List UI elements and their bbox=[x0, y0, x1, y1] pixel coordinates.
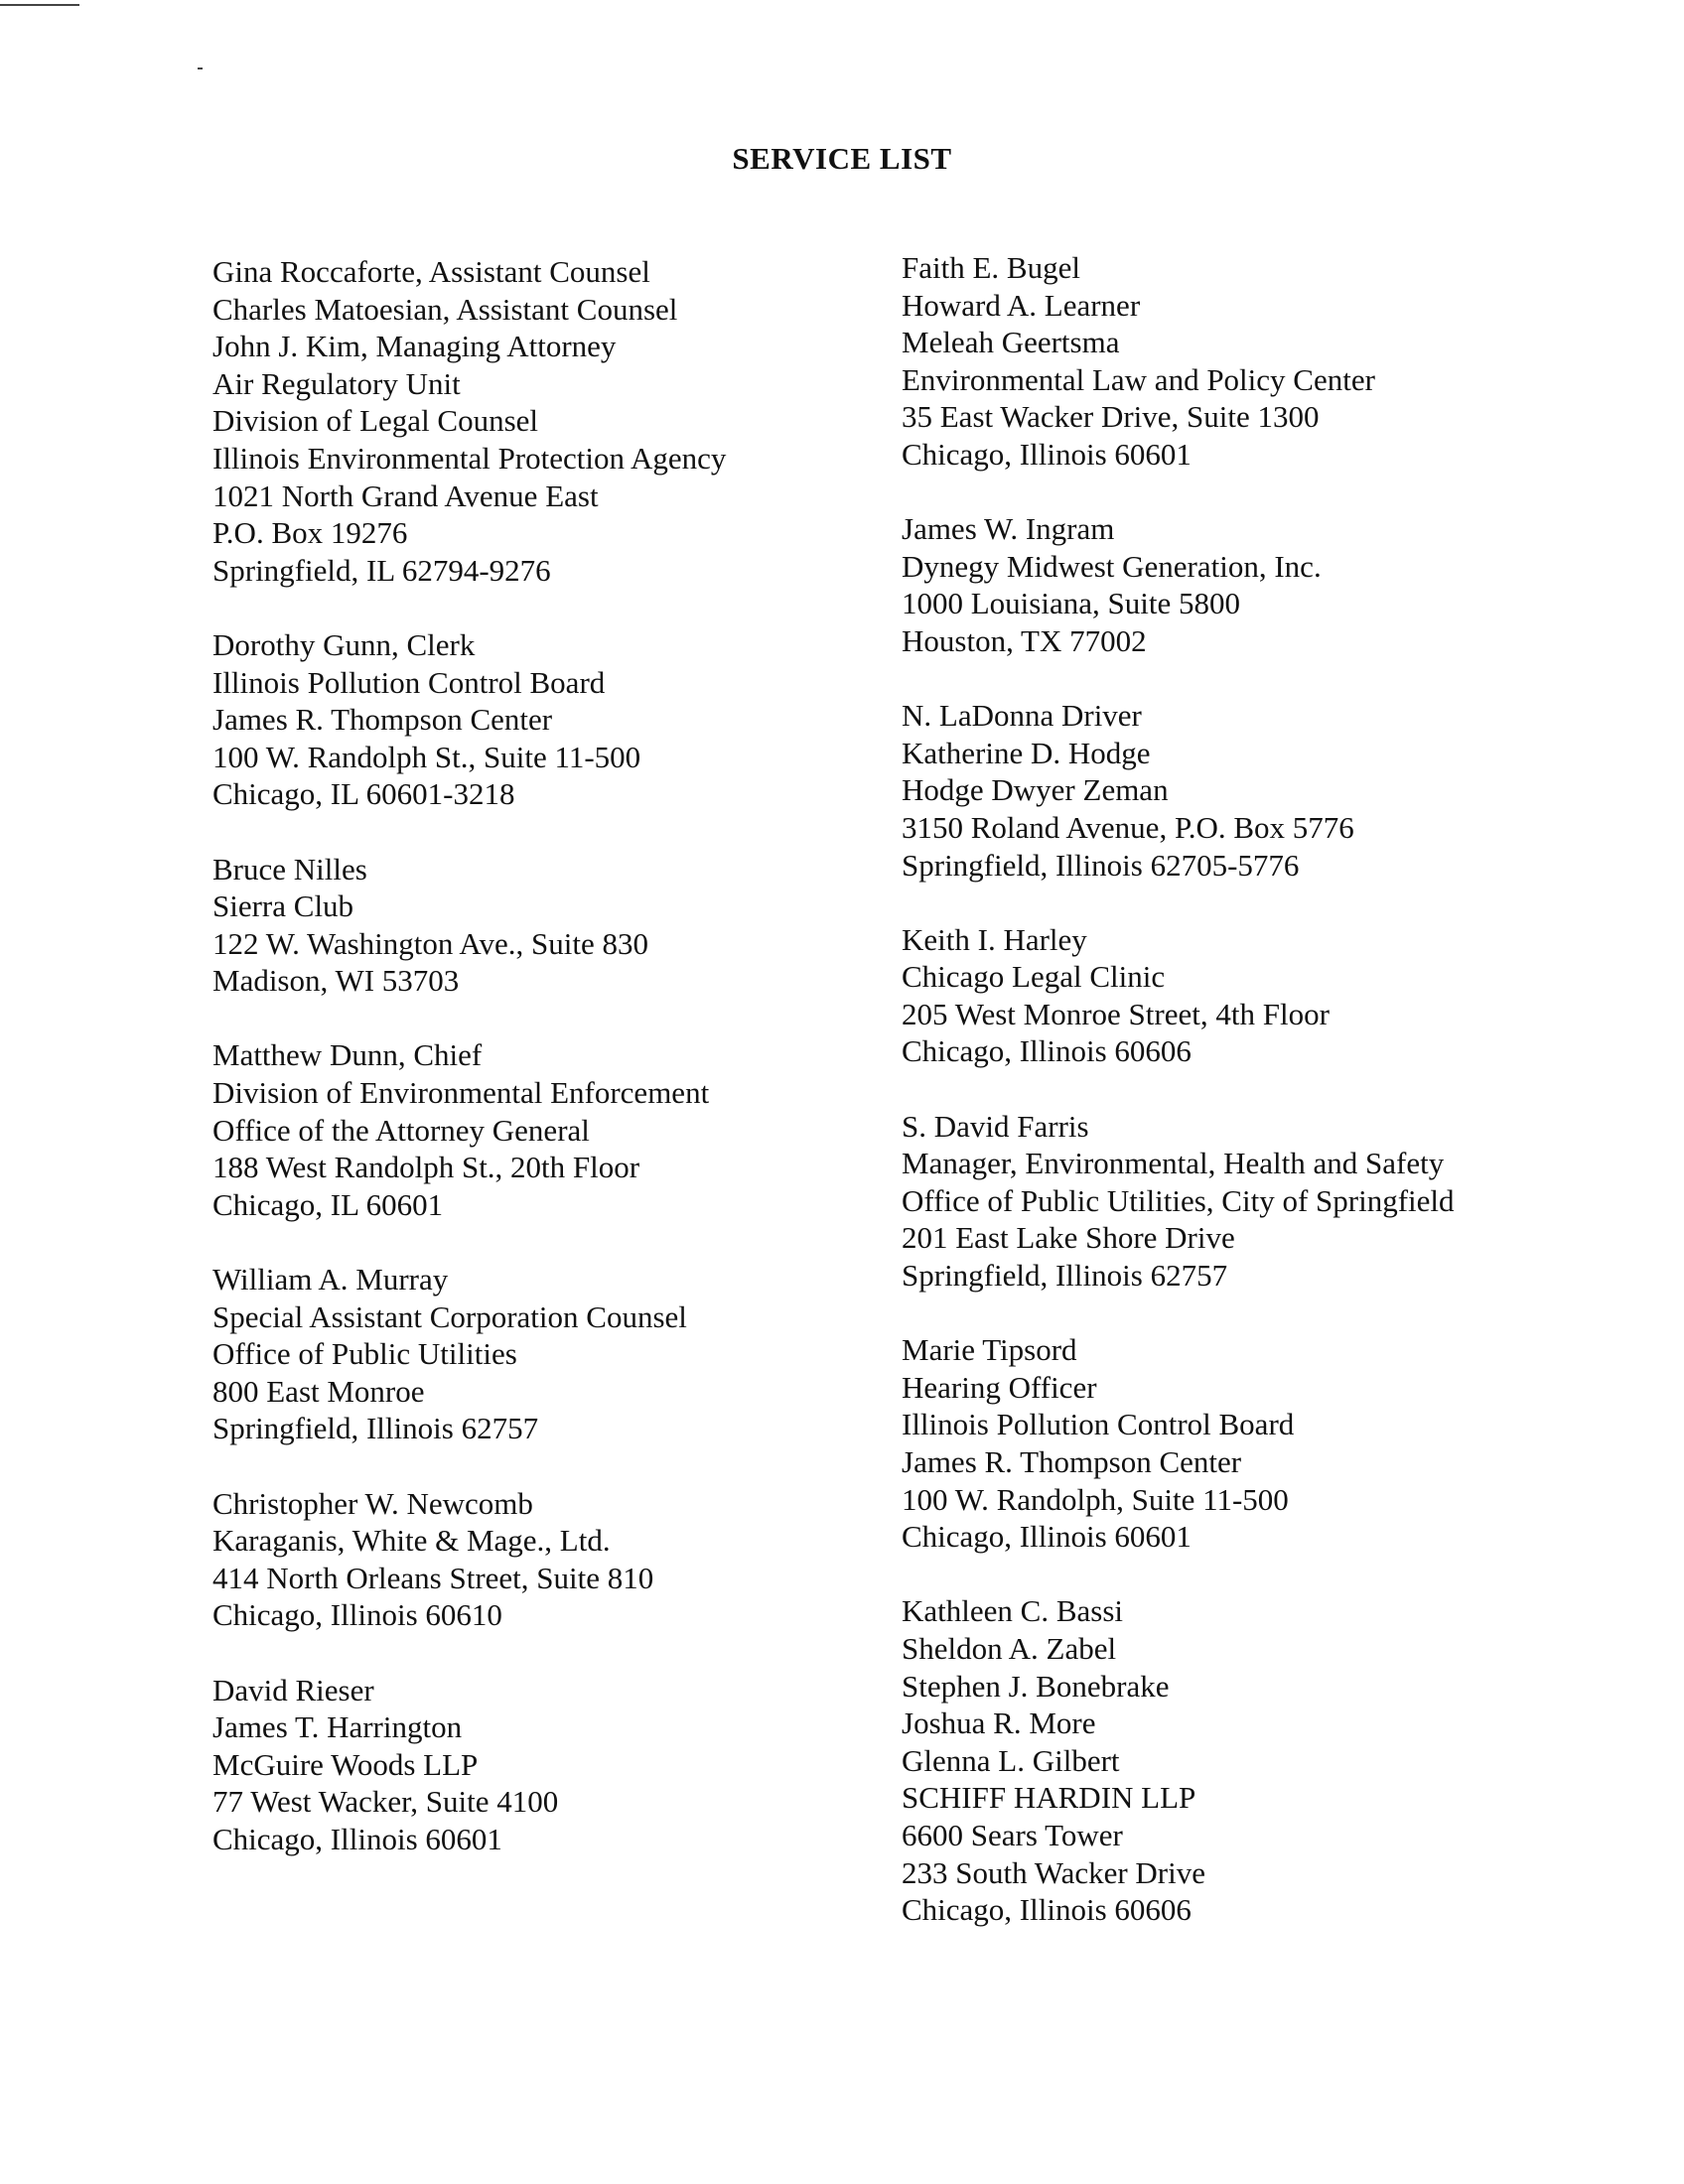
address-entry bbox=[212, 1672, 848, 1858]
address-line: 233 South Wacker Drive bbox=[902, 1854, 1206, 1890]
address-line: Christopher W. Newcomb bbox=[212, 1485, 533, 1521]
address-line: Chicago, IL 60601 bbox=[212, 1186, 444, 1222]
address-line: 100 W. Randolph St., Suite 11-500 bbox=[212, 739, 641, 774]
address-line: Madison, WI 53703 bbox=[212, 963, 460, 999]
address-line: James R. Thompson Center bbox=[212, 702, 553, 738]
address-line: Office of Public Utilities bbox=[212, 1336, 517, 1372]
address-line: Charles Matoesian, Assistant Counsel bbox=[212, 291, 678, 327]
address-line: James R. Thompson Center bbox=[902, 1444, 1242, 1479]
address-line: Sierra Club bbox=[212, 888, 354, 924]
address-line: Faith E. Bugel bbox=[902, 250, 1080, 285]
address-entry bbox=[902, 697, 1636, 884]
address-line: Kathleen C. Bassi bbox=[902, 1593, 1123, 1629]
address-entry bbox=[902, 249, 1636, 474]
address-line: Glenna L. Gilbert bbox=[902, 1742, 1120, 1778]
address-line: Air Regulatory Unit bbox=[212, 365, 461, 401]
address-line: Marie Tipsord bbox=[902, 1332, 1077, 1368]
scan-artifact-line bbox=[0, 4, 79, 6]
address-line: 6600 Sears Tower bbox=[902, 1817, 1123, 1852]
address-line: Springfield, Illinois 62757 bbox=[212, 1411, 539, 1446]
address-entry bbox=[902, 1331, 1636, 1556]
address-line: Keith I. Harley bbox=[902, 921, 1087, 957]
address-line: S. David Farris bbox=[902, 1108, 1089, 1144]
address-line: Manager, Environmental, Health and Safety bbox=[902, 1146, 1445, 1181]
address-line: Chicago Legal Clinic bbox=[902, 959, 1166, 995]
address-entry bbox=[212, 253, 848, 589]
address-line: 77 West Wacker, Suite 4100 bbox=[212, 1784, 559, 1820]
address-line: Springfield, Illinois 62705-5776 bbox=[902, 847, 1300, 883]
address-entry bbox=[212, 851, 848, 1000]
address-line: Hearing Officer bbox=[902, 1369, 1097, 1405]
right-column bbox=[902, 249, 1636, 1966]
address-line: Chicago, Illinois 60610 bbox=[212, 1597, 502, 1633]
address-line: 1021 North Grand Avenue East bbox=[212, 478, 599, 513]
address-entry bbox=[902, 510, 1636, 659]
address-line: N. LaDonna Driver bbox=[902, 698, 1142, 734]
address-line: 800 East Monroe bbox=[212, 1373, 425, 1409]
address-line: Illinois Pollution Control Board bbox=[212, 664, 606, 700]
address-line: Springfield, Illinois 62757 bbox=[902, 1258, 1228, 1294]
address-line: 100 W. Randolph, Suite 11-500 bbox=[902, 1481, 1289, 1517]
address-line: Katherine D. Hodge bbox=[902, 735, 1151, 770]
address-line: David Rieser bbox=[212, 1672, 374, 1707]
address-line: Division of Environmental Enforcement bbox=[212, 1075, 710, 1111]
address-line: James T. Harrington bbox=[212, 1709, 463, 1745]
address-line: Special Assistant Corporation Counsel bbox=[212, 1298, 687, 1334]
address-entry bbox=[212, 1036, 848, 1223]
address-line: 3150 Roland Avenue, P.O. Box 5776 bbox=[902, 809, 1354, 845]
address-line: Chicago, Illinois 60606 bbox=[902, 1892, 1192, 1928]
address-line: 122 W. Washington Ave., Suite 830 bbox=[212, 925, 648, 961]
address-line: Bruce Nilles bbox=[212, 851, 367, 887]
address-line: William A. Murray bbox=[212, 1262, 449, 1297]
address-line: Dynegy Midwest Generation, Inc. bbox=[902, 548, 1322, 584]
left-column bbox=[212, 253, 848, 1895]
address-line: Chicago, Illinois 60601 bbox=[212, 1821, 502, 1856]
address-entry bbox=[902, 1108, 1636, 1295]
address-line: James W. Ingram bbox=[902, 511, 1115, 547]
page-title: SERVICE LIST bbox=[732, 141, 952, 176]
address-line: McGuire Woods LLP bbox=[212, 1746, 479, 1782]
address-line: Illinois Pollution Control Board bbox=[902, 1407, 1295, 1442]
scan-artifact-dot bbox=[198, 68, 203, 69]
address-entry bbox=[212, 1485, 848, 1634]
address-entry bbox=[212, 1261, 848, 1447]
address-entry bbox=[212, 626, 848, 813]
address-line: 35 East Wacker Drive, Suite 1300 bbox=[902, 399, 1320, 435]
address-line: SCHIFF HARDIN LLP bbox=[902, 1780, 1196, 1816]
address-line: Gina Roccaforte, Assistant Counsel bbox=[212, 254, 650, 289]
address-line: Springfield, IL 62794-9276 bbox=[212, 552, 551, 588]
address-line: P.O. Box 19276 bbox=[212, 515, 408, 551]
address-entry bbox=[902, 1592, 1636, 1928]
address-line: John J. Kim, Managing Attorney bbox=[212, 329, 617, 364]
address-line: Illinois Environmental Protection Agency bbox=[212, 440, 727, 476]
address-line: Chicago, Illinois 60606 bbox=[902, 1033, 1192, 1069]
address-entry bbox=[902, 921, 1636, 1070]
address-line: Karaganis, White & Mage., Ltd. bbox=[212, 1523, 611, 1559]
address-line: Division of Legal Counsel bbox=[212, 403, 539, 439]
address-line: Meleah Geertsma bbox=[902, 325, 1120, 360]
address-line: Stephen J. Bonebrake bbox=[902, 1668, 1170, 1704]
address-line: 1000 Louisiana, Suite 5800 bbox=[902, 586, 1240, 621]
address-line: Chicago, Illinois 60601 bbox=[902, 1519, 1192, 1555]
address-line: Houston, TX 77002 bbox=[902, 622, 1147, 658]
address-line: Chicago, Illinois 60601 bbox=[902, 436, 1192, 472]
address-line: 205 West Monroe Street, 4th Floor bbox=[902, 996, 1330, 1031]
address-line: Matthew Dunn, Chief bbox=[212, 1037, 483, 1073]
address-line: Sheldon A. Zabel bbox=[902, 1630, 1117, 1666]
address-line: Environmental Law and Policy Center bbox=[902, 361, 1375, 397]
address-line: Hodge Dwyer Zeman bbox=[902, 772, 1169, 808]
address-line: Office of the Attorney General bbox=[212, 1112, 590, 1148]
address-line: Chicago, IL 60601-3218 bbox=[212, 776, 515, 812]
address-line: 201 East Lake Shore Drive bbox=[902, 1220, 1235, 1256]
address-line: Joshua R. More bbox=[902, 1706, 1096, 1741]
address-line: Dorothy Gunn, Clerk bbox=[212, 626, 476, 662]
address-line: 414 North Orleans Street, Suite 810 bbox=[212, 1560, 654, 1595]
address-line: Howard A. Learner bbox=[902, 287, 1141, 323]
address-line: Office of Public Utilities, City of Springfield bbox=[902, 1182, 1455, 1218]
address-line: 188 West Randolph St., 20th Floor bbox=[212, 1150, 640, 1185]
